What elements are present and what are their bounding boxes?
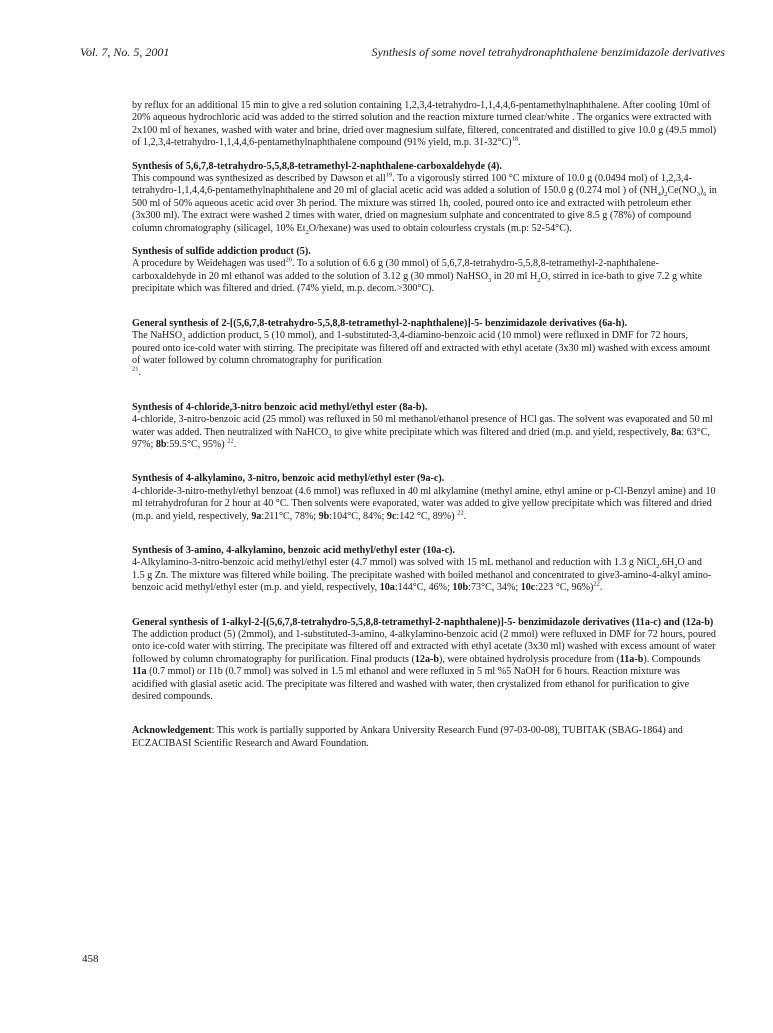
section-ester-9 [132,473,717,523]
section-text: 4-Alkylamino-3-nitro-benzoic acid methyl/ethyl ester (4.7 mmol) was solved with 15 mL methanol and reduction with 1.3 g $NiCl_2.6H_2O$ and 1.5 g Zn. The mixture was filtered while boiling. The precipitate washed with boiled methanol and concentrated to give3-amino-4-alkyl amino-benzoic acid methyl/ethyl ester (m.p. and yield, respectively, 10a:144°C, 46%; 10b:73°C, 34%; 10c:223 °C, 96%)$^{22}$. [132,557,712,594]
section-ester-10 [132,545,717,595]
section-ester-8 [132,402,717,452]
section-heading: Synthesis of 5,6,7,8-tetrahydro-5,5,8,8-tetramethyl-2-naphthalene-carboxaldehyde (4). [132,160,502,172]
section-benzimidazole-11-12 [132,617,717,704]
section-benzimidazole-6 [132,318,717,380]
section-text: A procedure by Weidehagen was used$^{20}$. To a solution of 6.6 g (30 mmol) of 5,6,7,8-tetrahydro-5,5,8,8-tetramethyl-2-naphthalene-carboxaldehyde in 20 ml ethanol was added to the solution of 3.12 g (30 mmol) NaHSO$_3$ in 20 ml $H_2O$, stirred in ice-bath to give 7.2 g white precipitate which was filtered and dried. (74% yield, m.p. decom.>300°C). [132,257,702,295]
section-text: The NaHSO$_3$ addiction product, 5 (10 mmol), and 1-substituted-3,4-diamino-benzoic acid (10 mmol) were refluxed in DMF for 72 hours, poured onto ice-cold water with stirring. The precipitate was filtered off and extracted with ethyl acetate (3x30 ml) washed with excess amount of water followed by column chromatography for purification $^{21}$. [132,330,711,379]
running-title: Synthesis of some novel tetrahydronaphthalene benzimidazole derivatives [371,45,725,59]
section-text: 4-chloride, 3-nitro-benzoic acid (25 mmol) was refluxed in 50 ml methanol/ethanol presence of HCl gas. The solvent was evaporated and 50 ml water was added. Then neutralized with NaHCO$_3$ to give white precipitate which was filtered and dried (m.p. and yield, respectively, 8a: 63°C, 97%; 8b:59.5°C, 95%) $^{22}$. [132,414,713,450]
running-header [80,45,725,61]
acknowledgement: Acknowledgement: This work is partially supported by Ankara University Research Fund (97-03-00-08), TUBITAK (SBAG-1864) and ECZACIBASI Scientific Research and Award Foundation. [132,725,683,749]
section-text: 4-chloride-3-nitro-methyl/ethyl benzoat (4.6 mmol) was refluxed in 40 ml alkylamine (methyl amine, ethyl amine or p-Cl-Benzyl amine) and 10 ml tetrahydrofuran for 2 hour at 40 °C. Then solvents were evaporated, water was added to give yellow precipitate which was filtered and dried (m.p. and yield, respectively, 9a:211°C, 78%; 9b:104°C, 84%; 9c:142 °C, 89%) $^{22}$. [132,485,716,522]
section-aldehyde [132,161,717,235]
section-text: This compound was synthesized as described by Dawson et all$^{19}$. To a vigorously stirred 100 °C mixture of 10.0 g (0.0494 mol) of 1,2,3,4-tetrahydro-1,1,4,4,6-pentamethylnaphthalene and 20 ml of glacial acetic acid was added a solution of 150.0 g (0.274 mol ) of $(NH_4)_2Ce(NO_3)_6$ in 500 ml of 50% aqueous acetic acid over 3h period. The mixture was stirred 1h, cooled, poured onto ice and extracted with petroleum ether (3x300 ml). The extract were washed 2 times with water, dried on magnesium sulphate and concentrated to give 8.5 g (78%) of compound column chromatography (silicagel, 10% $Et_2O/hexane$) was used to obtain colourless crystals (m.p: 52-54°C). [132,171,717,236]
citation: 21 [132,365,139,373]
section-heading: Synthesis of 4-alkylamino, 3-nitro, benzoic acid methyl/ethyl ester (9a-c). [132,473,445,485]
section-text: The addiction product (5) (2mmol), and 1-substituted-3-amino, 4-alkylamino-benzoic acid (2 mmol) were refluxed in DMF for 72 hours, poured onto ice-cold water with stirring. The precipitate was filtered off and extracted with ethyl acetate (3x30 ml) washed with excess amount of water followed by column chromatography for purification. Final products (12a-b), were obtained hydrolysis procedure from (11a-b). Compounds 11a (0.7 mmol) or 11b (0.7 mmol) was solved in 1.5 ml ethanol and were refluxed in 5 ml %5 NaOH for 6 hours. Reaction mixture was acidified with glasial asetic acid. The precipitate was filtered and washed with water, then crystalized from ethanol for purification to give desired compounds. [132,629,716,703]
section-sulfide [132,246,717,296]
journal-issue: Vol. 7, No. 5, 2001 [80,45,170,59]
section-heading: General synthesis of 1-alkyl-2-[(5,6,7,8-tetrahydro-5,5,8,8-tetramethyl-2-naphthalene)]-5- benzimidazole derivatives (11a-c) and (12a-b) [132,616,714,628]
section-heading: Synthesis of 4-chloride,3-nitro benzoic acid methyl/ethyl ester (8a-b). [132,401,428,413]
citation: 22 [227,437,234,445]
citation: 19 [385,171,393,179]
section-heading: Synthesis of 3-amino, 4-alkylamino, benzoic acid methyl/ethyl ester (10a-c). [132,544,456,556]
article-body [132,100,717,750]
citation: 22 [457,509,464,517]
citation: 22 [593,580,600,588]
section-heading: Synthesis of sulfide addiction product (5). [132,246,311,258]
citation: 20 [285,257,292,265]
intro-paragraph: by reflux for an additional 15 min to give a red solution containing 1,2,3,4-tetrahydro-1,1,4,4,6-pentamethylnaphthalene. After cooling 10ml of 20% aqueous hydrochloric acid was added to the stirred solution and the reaction mixture turned clear/white . The organics were extracted with 2x100 ml of hexanes, washed with water and brine, dried over magnesium sulfate, filtered, concentrated and distilled to give 10.0 g (49.5 mmol) of 1,2,3,4-tetrahydro-1,1,4,4,6-pentamethylnaphthalene compound (91% yield, m.p. 31-32°C)$^{18}$. [132,100,717,149]
acknowledgement-label: Acknowledgement [132,725,212,737]
citation: 18 [511,135,519,143]
section-heading: General synthesis of 2-[(5,6,7,8-tetrahydro-5,5,8,8-tetramethyl-2-naphthalene)]-5- benzimidazole derivatives (6a-h). [132,317,628,329]
page-number: 458 [82,953,99,965]
